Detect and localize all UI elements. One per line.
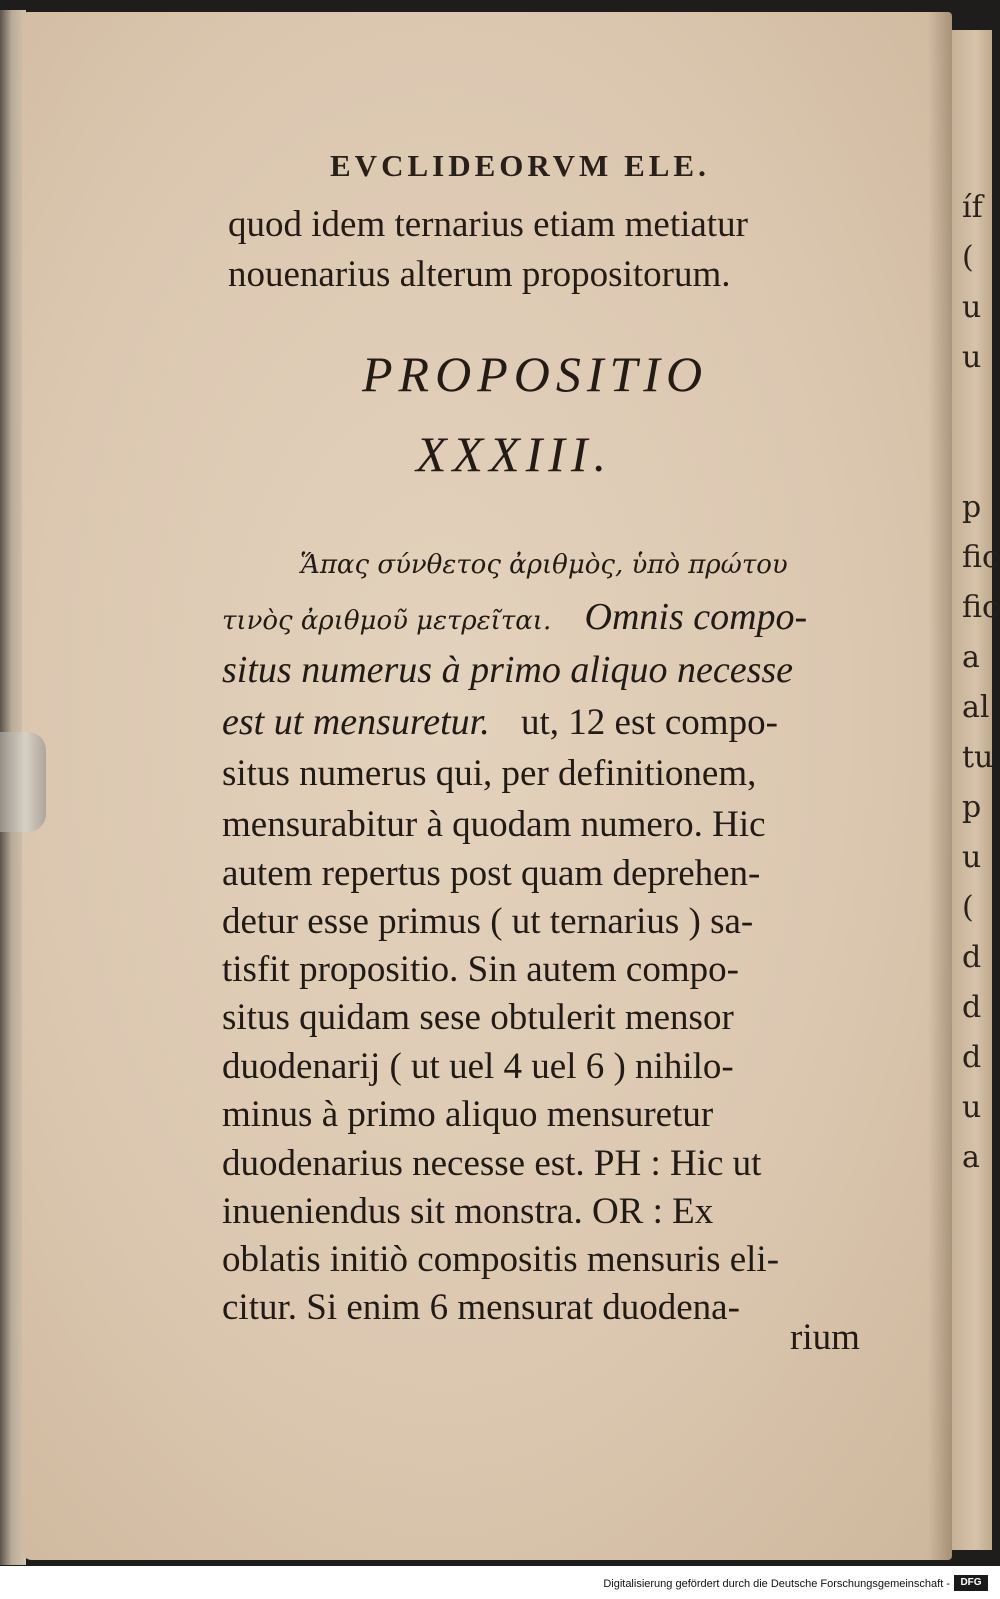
facing-glyph: u xyxy=(962,340,982,375)
facing-glyph: u xyxy=(962,290,982,325)
text-line: duodenarij ( ut uel 4 uel 6 ) nihilo- xyxy=(222,1046,734,1087)
page-gutter-shadow xyxy=(928,12,952,1560)
text-line xyxy=(222,700,778,744)
greek-text: Ἅπας σύνθετος ἀριθμὸς, ὑπὸ πρώτου xyxy=(300,550,788,580)
latin-text: ut, 12 est compo- xyxy=(521,702,778,743)
digitization-credit: Digitalisierung gefördert durch die Deutsche Forschungsgemeinschaft - xyxy=(603,1578,950,1590)
carryover-line: quod idem ternarius etiam metiatur xyxy=(228,204,748,245)
facing-glyph: u xyxy=(962,840,982,875)
greek-line xyxy=(300,540,788,583)
latin-italic-text: situs numerus à primo aliquo necesse xyxy=(222,649,794,691)
running-header: EVCLIDEORVM ELE. xyxy=(330,148,710,183)
facing-glyph: u xyxy=(962,1090,982,1125)
carryover-line: nouenarius alterum propositorum. xyxy=(228,254,731,295)
proposition-number: XXXIII. xyxy=(416,426,613,482)
text-line: situs quidam sese obtulerit mensor xyxy=(222,997,734,1038)
proposition-heading: PROPOSITIO xyxy=(362,346,709,402)
text-line: situs numerus qui, per definitionem, xyxy=(222,753,757,794)
facing-glyph: ( xyxy=(962,890,974,925)
text-line: citur. Si enim 6 mensurat duodena- xyxy=(222,1287,740,1328)
facing-glyph: a xyxy=(962,640,980,675)
text-line: minus à primo aliquo mensuretur xyxy=(222,1094,714,1135)
facing-glyph: d xyxy=(962,940,982,975)
text-line: detur esse primus ( ut ternarius ) sa- xyxy=(222,901,754,942)
facing-glyph: íf xyxy=(962,190,983,225)
facing-glyph: fic xyxy=(962,540,999,575)
facing-glyph: al xyxy=(962,690,990,725)
facing-glyph: fic xyxy=(962,590,999,625)
text-line xyxy=(222,595,807,639)
text-line: tisfit propositio. Sin autem compo- xyxy=(222,949,739,990)
text-line: mensurabitur à quodam numero. Hic xyxy=(222,804,766,845)
text-line xyxy=(222,648,793,692)
text-line: oblatis initiò compositis mensuris eli- xyxy=(222,1239,780,1280)
facing-glyph: tu xyxy=(962,740,994,775)
latin-italic-text: Omnis compo- xyxy=(584,596,808,638)
text-line: autem repertus post quam deprehen- xyxy=(222,853,761,894)
page-clip xyxy=(0,732,46,832)
facing-page-fragment xyxy=(952,30,999,1550)
latin-italic-text: est ut mensuretur. xyxy=(222,701,490,743)
facing-glyph: p xyxy=(962,790,982,825)
dfg-logo: DFG xyxy=(954,1575,988,1591)
facing-glyph: d xyxy=(962,1040,982,1075)
facing-glyph: p xyxy=(962,490,982,525)
greek-text: τινὸς ἀριθμοῦ μετρεῖται. xyxy=(222,606,552,636)
facing-glyph: ( xyxy=(962,240,974,275)
text-line: inueniendus sit monstra. OR : Ex xyxy=(222,1191,714,1232)
text-line: duodenarius necesse est. PH : Hic ut xyxy=(222,1143,762,1184)
facing-glyph: d xyxy=(962,990,982,1025)
facing-glyph: a xyxy=(962,1140,980,1175)
catchword: rium xyxy=(790,1317,860,1358)
